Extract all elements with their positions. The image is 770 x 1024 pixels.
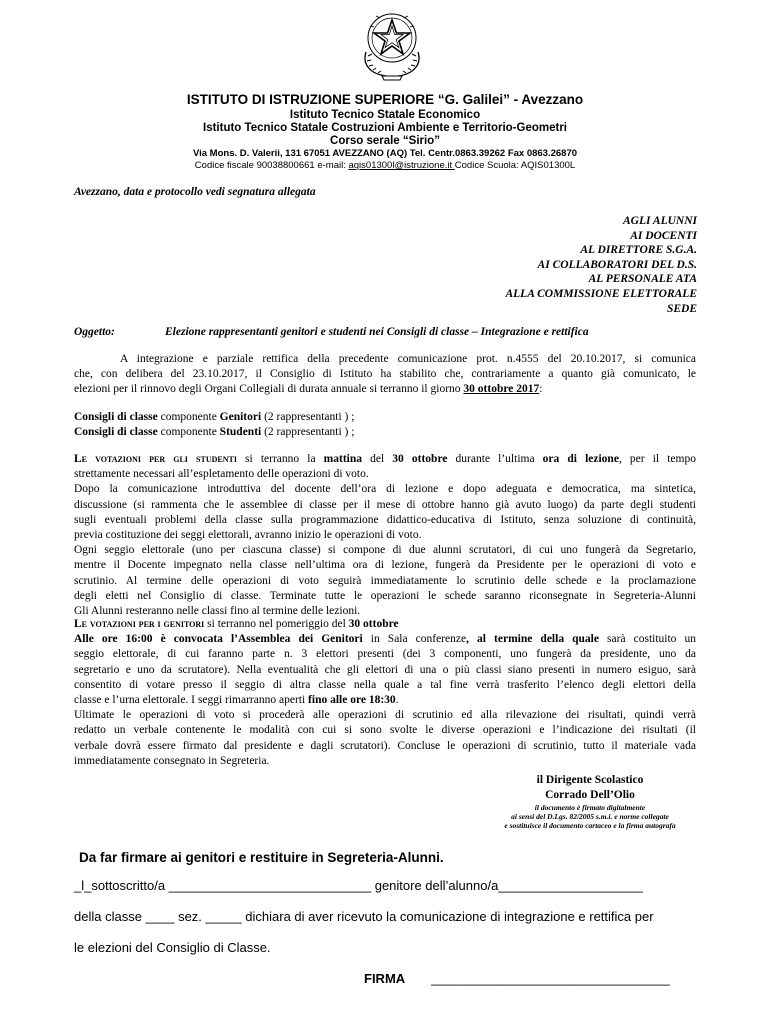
parents-line: consentito di votare presso il seggio di altra classe nella quale a tal fine verrà trasferito l’elenco degli elettori della [74, 678, 696, 691]
students-text: si terranno la [236, 453, 324, 465]
header-line-3: Istituto Tecnico Statale Costruzioni Ambiente e Territorio-Geometri [203, 122, 567, 134]
council-text: componente [157, 426, 220, 439]
parents-text: . [395, 694, 399, 707]
students-bold: mattina [323, 453, 362, 465]
intro-line: che, con delibera del 23.10.2017, il Consiglio di Istituto ha stabilito che, contrariamente a quanto già comunicato, le [74, 368, 696, 381]
parents-line: seggio elettorale, di cui faranno parte n. 3 elettori presenti (dei 3 componenti, uno fungerà da presidente, uno da [74, 648, 696, 661]
parents-line: redatto un verbale contenente le modalità con cui si sono svolte le diverse operazioni e l’indicazione dei risultati (il [74, 724, 696, 737]
signature-field[interactable]: _________________________________ [431, 971, 670, 986]
form-name-line[interactable]: _l_sottoscritto/a ____________________________ genitore dell’alunno/a____________________ [74, 878, 643, 893]
intro-line [74, 382, 696, 397]
recipient-line: ALLA COMMISSIONE ELETTORALE [505, 287, 697, 300]
header-line-4: Corso serale “Sirio” [330, 135, 440, 147]
council-text: componente [157, 411, 220, 423]
intro-paragraph [74, 352, 696, 398]
students-line: discussione (si rammenta che le assemblee di classe per il mese di ottobre hanno già avuto luogo) da parte degli studenti [74, 498, 696, 511]
councils-list [74, 410, 696, 440]
school-code-text: Codice Scuola: AQIS01300L [454, 160, 576, 171]
recipient-line: AGLI ALUNNI [622, 215, 697, 227]
recipient-line: AI COLLABORATORI DEL D.S. [537, 258, 697, 271]
recipients-block [505, 214, 697, 316]
signature-note: ai sensi del D.Lgs. 82/2005 s.m.i. e norme collegate [511, 812, 669, 821]
students-line: sugli eventuali problemi della classe sulla programmazione didattico-educativa di Istituto, senza soluzione di continuità, [74, 513, 696, 526]
intro-line: A integrazione e parziale rettifica della precedente comunicazione prot. n.4555 del 20.10.2017, si comunica [120, 353, 696, 365]
header-address: Via Mons. D. Valerii, 131 67051 AVEZZANO (AQ) Tel. Centr.0863.39262 Fax 0863.26870 [192, 148, 578, 159]
students-text: , per il tempo [618, 453, 696, 465]
intro-colon: : [539, 383, 543, 396]
signature-note: il documento è firmato digitalmente [534, 803, 646, 812]
parents-text: in Sala conferenze [362, 633, 467, 646]
students-bold: 30 ottobre [392, 453, 448, 465]
header-fiscal [0, 160, 770, 171]
parents-line [74, 693, 696, 708]
students-line: strettamente necessari all’espletamento delle operazioni di voto. [74, 468, 369, 481]
parents-bold: Alle ore 16:00 è convocata l’Assemblea dei Genitori [74, 633, 363, 646]
header-line-2: Istituto Tecnico Statale Economico [289, 109, 481, 121]
recipient-line: SEDE [666, 302, 697, 315]
signature-note: e sostituisce il documento cartaceo e la firma autografa [504, 821, 676, 830]
council-label: Consigli di classe [74, 426, 158, 439]
council-component: Genitori [219, 411, 262, 423]
form-text-line: le elezioni del Consiglio di Classe. [74, 940, 271, 955]
intro-text: elezioni per il rinnovo degli Organi Collegiali di durata annuale si terranno il giorno [74, 383, 464, 396]
signature-title: il Dirigente Scolastico [536, 774, 644, 786]
form-heading: Da far firmare ai genitori e restituire in Segreteria-Alunni. [79, 850, 444, 865]
council-parents [74, 410, 696, 425]
subject-text: Elezione rappresentanti genitori e studenti nei Consigli di classe – Integrazione e rettifica [165, 326, 589, 338]
students-line [74, 452, 696, 467]
council-count: (2 rappresentanti ) ; [261, 411, 355, 423]
students-line: previa costituzione dei seggi elettorali, avranno inizio le operazioni di voto. [74, 529, 422, 542]
parents-text: sarà costituito un [598, 633, 696, 646]
parents-bold: 30 ottobre [348, 618, 399, 630]
students-voting-paragraph [74, 452, 696, 619]
recipient-line: AL PERSONALE ATA [588, 273, 697, 286]
students-line: Gli Alunni resteranno nelle classi fino al termine delle lezioni. [74, 605, 361, 618]
parents-bold: , al termine della quale [466, 633, 599, 646]
students-line: Ogni seggio elettorale (uno per ciascuna classe) si compone di due alunni scrutatori, di cui uno fungerà da Segretario, [74, 544, 696, 557]
parents-text: si terranno nel pomeriggio del [204, 618, 349, 630]
council-label: Consigli di classe [74, 411, 158, 423]
parents-text: classe e l’urna elettorale. I seggi rimarranno aperti [74, 694, 309, 707]
republic-emblem-icon [356, 4, 428, 82]
students-bold: ora di lezione [542, 453, 619, 465]
signature-label: FIRMA [364, 971, 406, 986]
students-line: Dopo la comunicazione introduttiva del docente dell’ora di lezione e dopo adeguata e democratica, ma sintetica, [74, 483, 696, 496]
parents-line: verbale dovrà essere firmato dal presidente e dagli scrutatori). Concluse le operazioni di scrutinio, tutto il materiale vada [74, 739, 696, 752]
school-name: ISTITUTO DI ISTRUZIONE SUPERIORE “G. Galilei” - Avezzano [186, 92, 584, 107]
form-signature [364, 971, 670, 986]
recipient-line: AL DIRETTORE S.G.A. [580, 244, 697, 257]
parents-line [74, 617, 696, 632]
dateline: Avezzano, data e protocollo vedi segnatura allegata [74, 186, 316, 198]
email-link[interactable]: aqis01300l@istruzione.it [348, 160, 455, 171]
council-students [74, 425, 696, 440]
recipient-line: AI DOCENTI [630, 229, 697, 242]
fiscal-code-text: Codice fiscale 90038800661 e-mail: [194, 160, 349, 171]
students-line: degli eletti nel Consiglio di classe. Terminate tutte le operazioni le schede saranno riconsegnate in Segreteria-Alunni [74, 589, 696, 602]
parents-heading: Le votazioni per i genitori [74, 618, 205, 630]
subject-label: Oggetto: [74, 326, 115, 338]
form-class-line[interactable]: della classe ____ sez. _____ dichiara di aver ricevuto la comunicazione di integrazione e rettifica per [74, 909, 654, 924]
parents-line: segretario e uno da scrutatore). Nella eventualità che gli elettori di una o più classi siano presenti in numero esiguo, sarà [74, 663, 696, 676]
election-date: 30 ottobre 2017 [463, 383, 540, 396]
students-line: mentre il Docente impegnato nella classe nell’ultima ora di lezione, fungerà da Presidente per le operazioni di voto e [74, 559, 696, 572]
signature-name: Corrado Dell’Olio [545, 789, 635, 801]
parents-line [74, 632, 696, 647]
students-line: scrutinio. Al termine delle operazioni di voto seguirà immediatamente lo scrutinio delle schede e la proclamazione [74, 574, 696, 587]
parents-line: immediatamente consegnato in Segreteria. [74, 754, 270, 767]
parents-voting-paragraph [74, 617, 696, 769]
council-count: (2 rappresentanti ) ; [261, 426, 355, 439]
council-component: Studenti [219, 426, 262, 439]
students-text: del [362, 453, 393, 465]
students-heading: Le votazioni per gli studenti [74, 453, 237, 465]
parents-bold: fino alle ore 18:30 [308, 694, 396, 707]
parents-line: Ultimate le operazioni di voto si procederà alle operazioni di scrutinio ed alla rilevazione dei risultati, quindi verrà [74, 709, 696, 722]
students-text: durante l’ultima [447, 453, 543, 465]
